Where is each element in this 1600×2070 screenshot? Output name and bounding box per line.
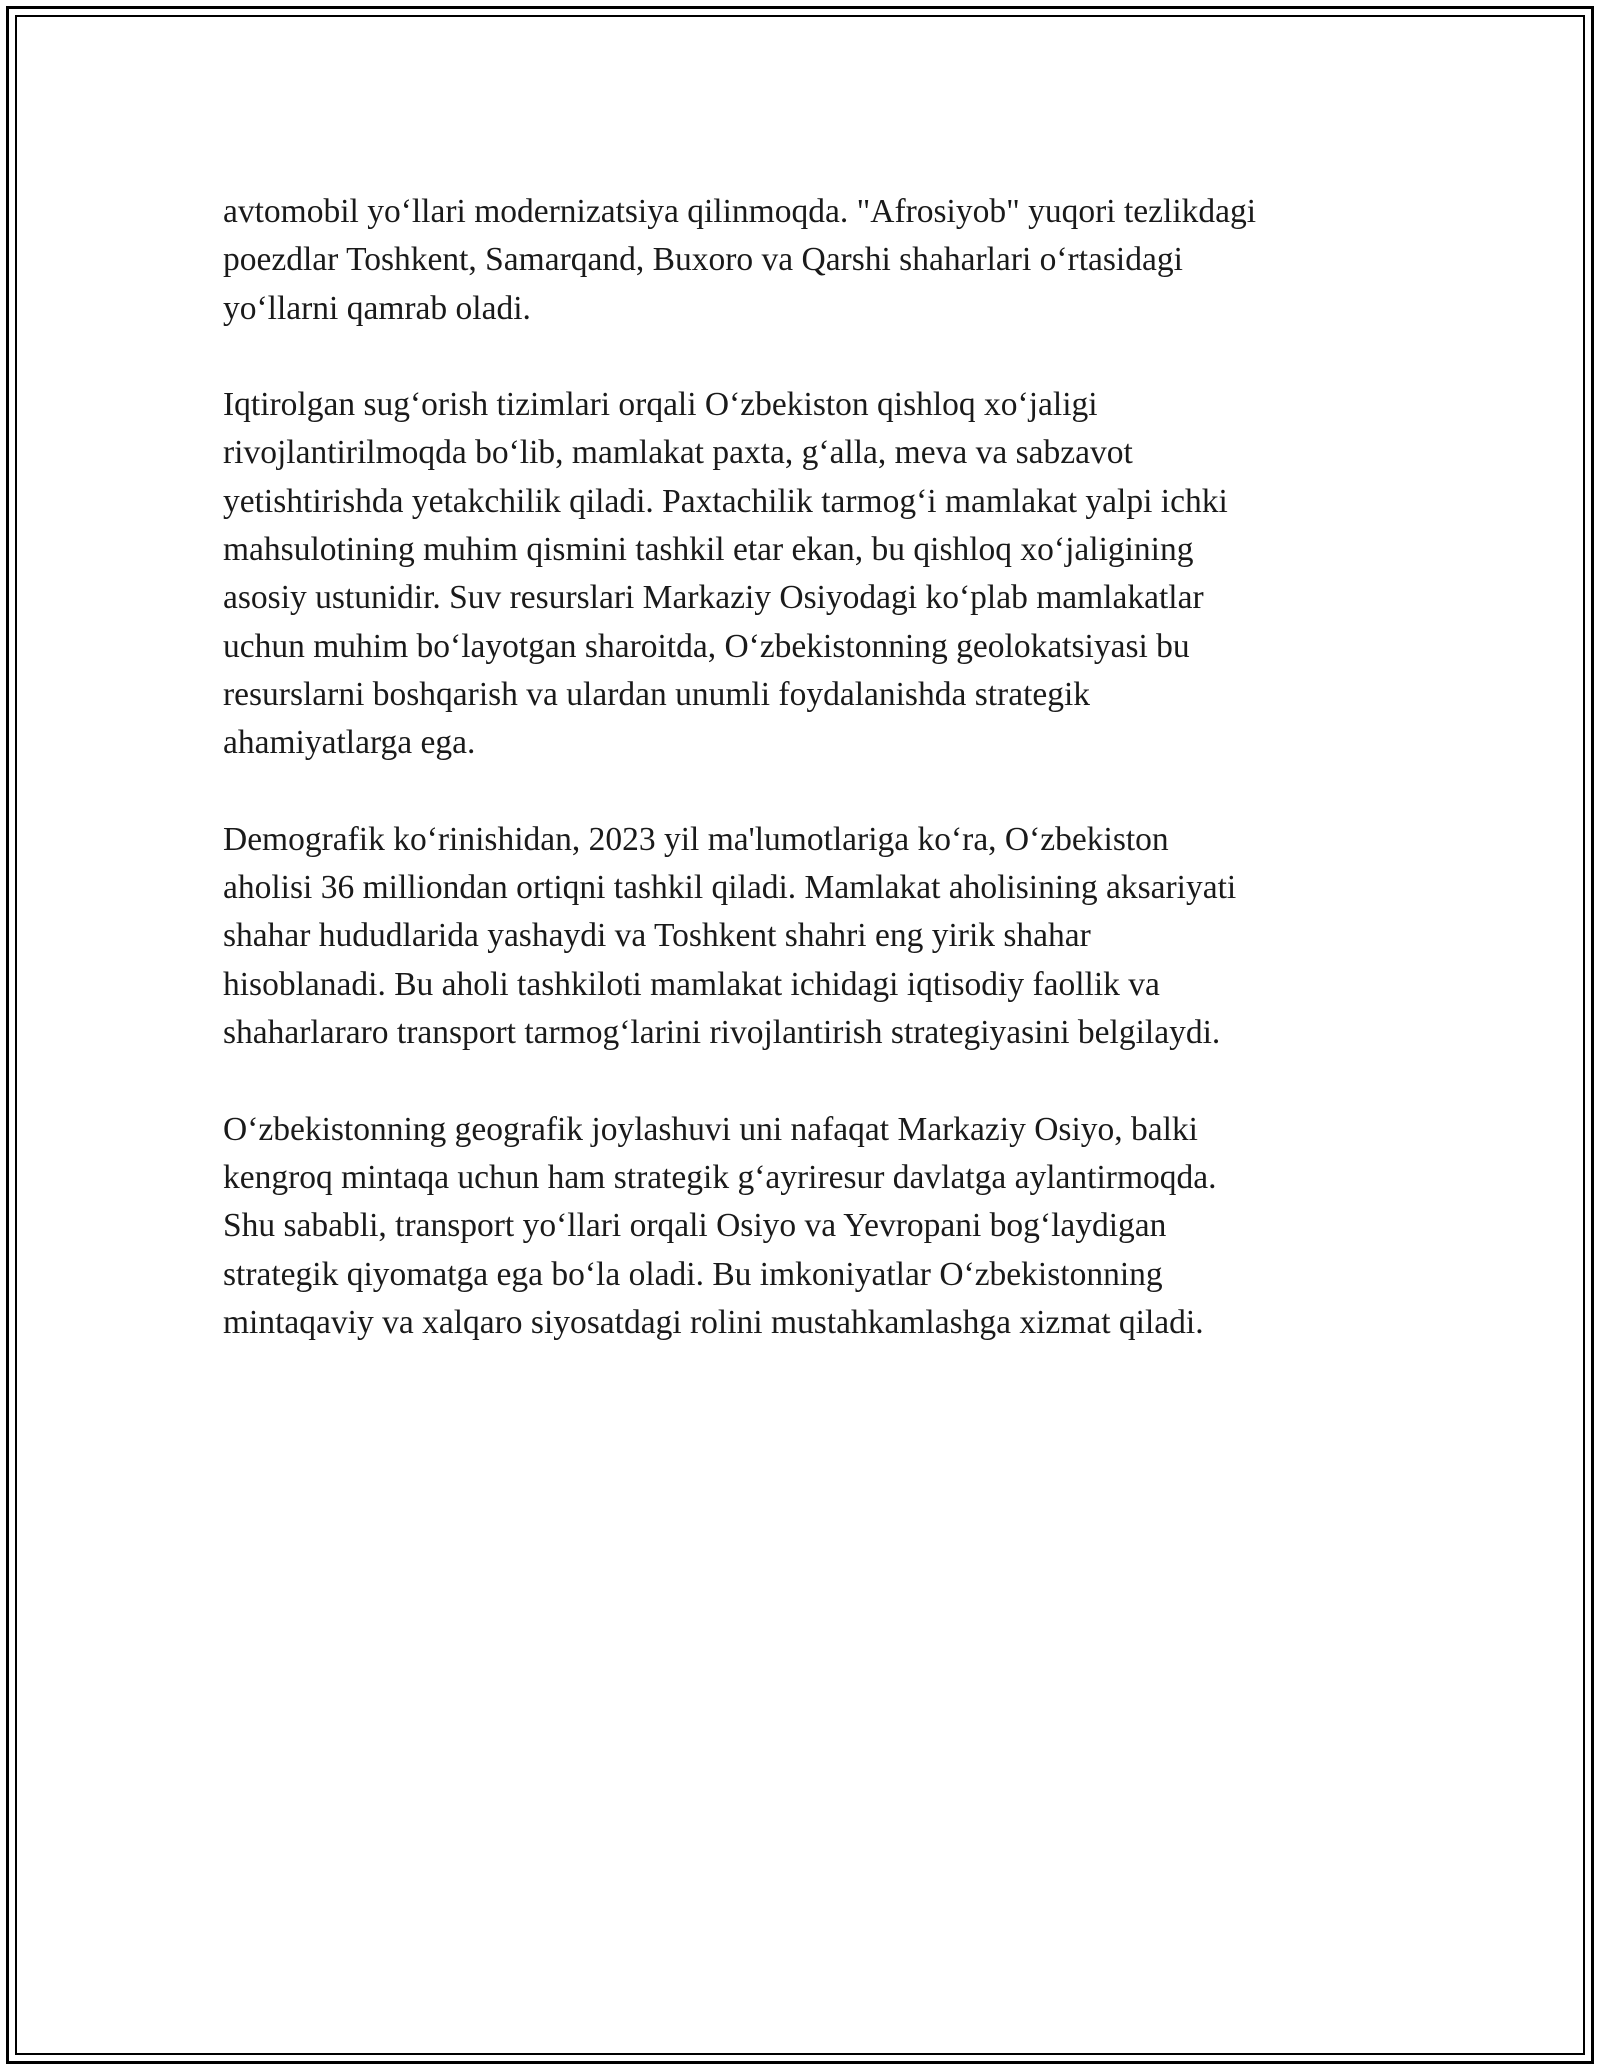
text-line: ahamiyatlarga ega. xyxy=(223,724,476,762)
text-line: strategik qiyomatga ega bo‘la oladi. Bu imkoniyatlar O‘zbekistonning xyxy=(223,1255,1163,1293)
paragraph-agriculture xyxy=(223,381,1383,767)
text-line: mintaqaviy va xalqaro siyosatdagi rolini mustahkamlashga xizmat qiladi. xyxy=(223,1303,1204,1341)
text-line: kengroq mintaqa uchun ham strategik g‘ayriresur davlatga aylantirmoqda. xyxy=(223,1158,1217,1196)
paragraph-transport xyxy=(223,188,1383,333)
text-line: uchun muhim bo‘layotgan sharoitda, O‘zbekistonning geolokatsiyasi bu xyxy=(223,627,1190,665)
text-line: Shu sababli, transport yo‘llari orqali Osiyo va Yevropani bog‘laydigan xyxy=(223,1207,1167,1245)
document-body xyxy=(223,188,1383,1395)
text-line: resurslarni boshqarish va ulardan unumli foydalanishda strategik xyxy=(223,675,1091,713)
text-line: poezdlar Toshkent, Samarqand, Buxoro va Qarshi shaharlari o‘rtasidagi xyxy=(223,241,1183,279)
text-line: hisoblanadi. Bu aholi tashkiloti mamlakat ichidagi iqtisodiy faollik va xyxy=(223,965,1160,1003)
text-line: O‘zbekistonning geografik joylashuvi uni nafaqat Markaziy Osiyo, balki xyxy=(223,1110,1198,1148)
text-line: mahsulotining muhim qismini tashkil etar ekan, bu qishloq xo‘jaligining xyxy=(223,531,1194,569)
text-line: shaharlararo transport tarmog‘larini rivojlantirish strategiyasini belgilaydi. xyxy=(223,1014,1221,1052)
text-line: Iqtirolgan sug‘orish tizimlari orqali O‘zbekiston qishloq xo‘jaligi xyxy=(223,386,1098,424)
text-line: rivojlantirilmoqda bo‘lib, mamlakat paxta, g‘alla, meva va sabzavot xyxy=(223,434,1133,472)
paragraph-demography xyxy=(223,816,1383,1057)
text-line: aholisi 36 milliondan ortiqni tashkil qiladi. Mamlakat aholisining aksariyati xyxy=(223,869,1237,907)
text-line: avtomobil yo‘llari modernizatsiya qilinmoqda. "Afrosiyob" yuqori tezlikdagi xyxy=(223,193,1257,230)
text-line: Demografik ko‘rinishidan, 2023 yil ma'lumotlariga ko‘ra, O‘zbekiston xyxy=(223,820,1169,858)
text-line: yo‘llarni qamrab oladi. xyxy=(223,289,531,327)
text-line: asosiy ustunidir. Suv resurslari Markaziy Osiyodagi ko‘plab mamlakatlar xyxy=(223,579,1204,617)
text-line: shahar hududlarida yashaydi va Toshkent shahri eng yirik shahar xyxy=(223,917,1091,955)
text-line: yetishtirishda yetakchilik qiladi. Paxtachilik tarmog‘i mamlakat yalpi ichki xyxy=(223,482,1228,520)
paragraph-geography xyxy=(223,1106,1383,1347)
